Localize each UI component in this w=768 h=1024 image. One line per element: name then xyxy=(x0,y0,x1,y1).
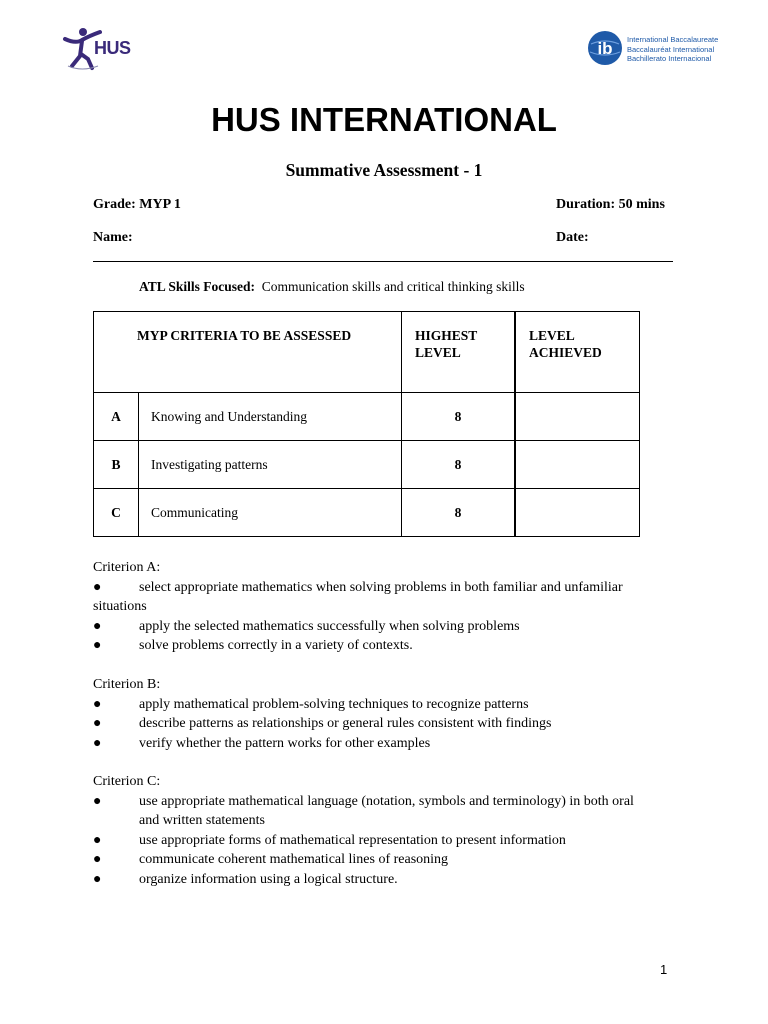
list-item-text: and written statements xyxy=(139,813,265,828)
bullet-icon: ● xyxy=(93,618,102,634)
header-level-achieved xyxy=(515,312,640,393)
header-achieved-line1: LEVEL xyxy=(529,328,575,343)
bullet-icon: ● xyxy=(93,793,102,809)
list-item xyxy=(93,617,693,637)
criterion-name: Communicating xyxy=(139,489,402,537)
list-item xyxy=(93,578,693,598)
list-item-text: describe patterns as relationships or general rules consistent with findings xyxy=(139,716,552,731)
header-achieved-line2: ACHIEVED xyxy=(529,345,602,360)
hus-logo xyxy=(62,26,142,72)
header-highest-line2: LEVEL xyxy=(415,345,461,360)
list-item-text: verify whether the pattern works for other examples xyxy=(139,735,431,751)
table-row xyxy=(94,393,640,441)
table-row xyxy=(94,441,640,489)
criterion-level-achieved[interactable] xyxy=(515,441,640,489)
criterion-highest-level: 8 xyxy=(402,489,516,537)
bullet-icon: ● xyxy=(93,735,102,751)
criterion-highest-level: 8 xyxy=(402,393,516,441)
criterion-c-list xyxy=(93,792,693,890)
table-header-row xyxy=(94,312,640,393)
criterion-name: Investigating patterns xyxy=(139,441,402,489)
ib-mark: ib xyxy=(597,39,613,58)
list-item-text: apply mathematical problem-solving techniques to recognize patterns xyxy=(139,696,529,712)
list-item-text: select appropriate mathematics when solving problems in both familiar and unfamiliar xyxy=(139,579,623,595)
list-item xyxy=(93,831,693,851)
ib-line-es: Bachillerato Internacional xyxy=(627,54,712,63)
bullet-icon: ● xyxy=(93,579,102,595)
list-item xyxy=(93,850,693,870)
list-item-text: use appropriate mathematical language (notation, symbols and terminology) in both oral xyxy=(139,793,634,809)
exam-title: Summative Assessment - 1 xyxy=(285,160,483,180)
name-underline xyxy=(93,261,673,262)
duration-field: Duration: 50 mins xyxy=(556,197,665,212)
criterion-a-section xyxy=(93,558,693,656)
list-item-text: use appropriate forms of mathematical representation to present information xyxy=(139,832,566,848)
bullet-icon: ● xyxy=(93,716,102,731)
list-item-text: situations xyxy=(93,599,147,614)
atl-value: Communication skills and critical thinking skills xyxy=(261,279,525,294)
bullet-icon: ● xyxy=(93,696,102,712)
header-highest-level xyxy=(402,312,516,393)
criterion-a-title: Criterion A: xyxy=(93,560,161,575)
criterion-letter: A xyxy=(94,393,139,441)
list-item xyxy=(93,734,693,754)
header-highest-line1: HIGHEST xyxy=(415,328,478,343)
list-item-text: apply the selected mathematics successfully when solving problems xyxy=(139,618,520,634)
bullet-icon: ● xyxy=(93,871,102,887)
bullet-icon: ● xyxy=(93,638,102,653)
criterion-c-title: Criterion C: xyxy=(93,774,161,789)
list-item xyxy=(93,870,693,890)
ib-name-lines xyxy=(627,35,718,64)
criterion-b-title: Criterion B: xyxy=(93,677,161,692)
criterion-a-list xyxy=(93,578,693,656)
list-item-continuation xyxy=(93,597,693,617)
list-item xyxy=(93,792,693,812)
ib-logo xyxy=(587,30,727,70)
criterion-name: Knowing and Understanding xyxy=(139,393,402,441)
table-row xyxy=(94,489,640,537)
criterion-letter: B xyxy=(94,441,139,489)
atl-skills xyxy=(139,278,525,296)
criterion-b-section xyxy=(93,675,693,753)
criterion-b-list xyxy=(93,695,693,754)
criterion-c-section xyxy=(93,772,693,889)
criterion-highest-level: 8 xyxy=(402,441,516,489)
list-item xyxy=(93,695,693,715)
list-item-text: communicate coherent mathematical lines of reasoning xyxy=(139,852,449,867)
criteria-table xyxy=(93,311,640,537)
criterion-level-achieved[interactable] xyxy=(515,489,640,537)
bullet-icon: ● xyxy=(93,852,102,867)
hus-logo-text: HUS xyxy=(94,38,131,58)
list-item xyxy=(93,636,693,656)
bullet-icon: ● xyxy=(93,832,102,848)
list-item-text: solve problems correctly in a variety of contexts. xyxy=(139,638,413,653)
date-field: Date: xyxy=(556,230,589,245)
list-item-continuation xyxy=(93,811,693,831)
list-item-text: organize information using a logical structure. xyxy=(139,871,398,887)
page-number: 1 xyxy=(660,962,668,977)
header-criteria: MYP CRITERIA TO BE ASSESSED xyxy=(94,312,402,393)
criterion-level-achieved[interactable] xyxy=(515,393,640,441)
ib-line-fr: Baccalauréat International xyxy=(627,44,715,54)
list-item xyxy=(93,714,693,734)
ib-line-en: International Baccalaureate xyxy=(627,35,719,44)
name-field: Name: xyxy=(93,230,133,245)
criterion-letter: C xyxy=(94,489,139,537)
grade-field: Grade: MYP 1 xyxy=(93,197,181,212)
atl-label: ATL Skills Focused: xyxy=(139,279,256,294)
school-title: HUS INTERNATIONAL xyxy=(211,101,557,138)
ib-globe-icon xyxy=(587,30,623,66)
